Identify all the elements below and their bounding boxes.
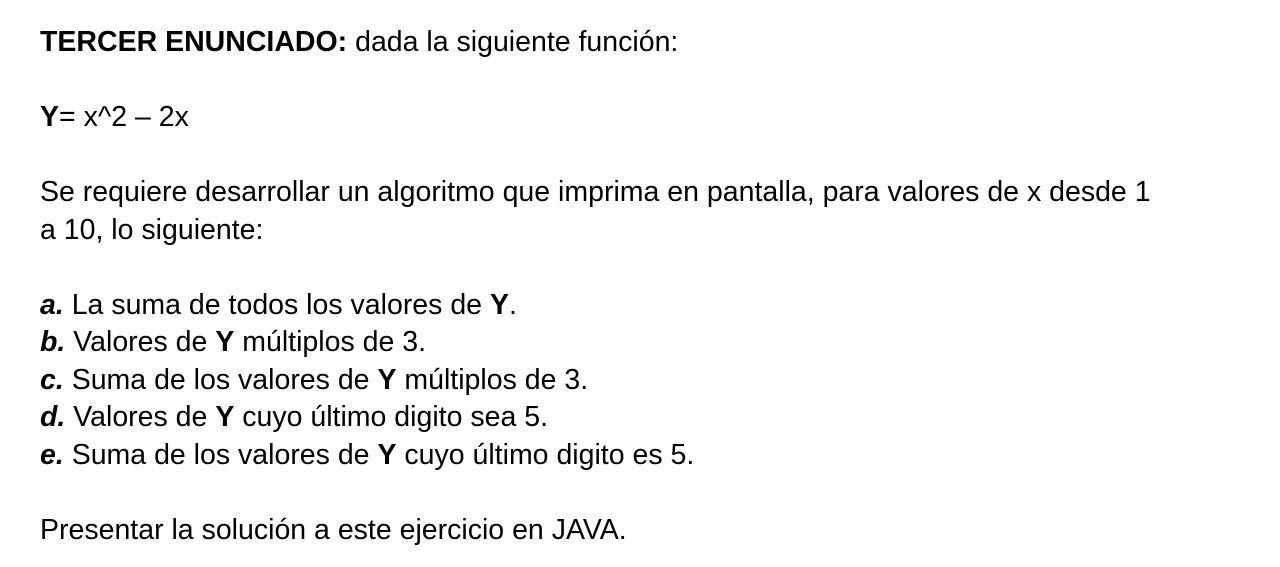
closing-line: Presentar la solución a este ejercicio en JAVA. (40, 513, 627, 546)
item-text: cuyo último digito es 5. (396, 438, 695, 471)
item-text: Valores de (65, 401, 216, 433)
item-text: Suma de los valores de (63, 363, 378, 396)
item-text: cuyo último digito sea 5. (234, 401, 548, 433)
item-letter: e. (40, 438, 64, 471)
spacer (40, 62, 1272, 100)
item-variable: Y (215, 401, 235, 433)
requirement-line-2: a 10, lo siguiente: (40, 213, 264, 246)
list-item (40, 287, 1272, 325)
list-item (40, 324, 1272, 362)
item-letter: d. (40, 401, 66, 433)
item-letter: a. (40, 288, 64, 321)
function-line (40, 99, 1272, 137)
item-text: Suma de los valores de (63, 438, 378, 471)
spacer (40, 249, 1272, 287)
requirement-line-1: Se requiere desarrollar un algoritmo que imprima en pantalla, para valores de x desde 1 (40, 176, 1151, 208)
heading-label: TERCER ENUNCIADO: (40, 26, 348, 58)
item-variable: Y (215, 326, 235, 358)
heading-text: dada la siguiente función: (347, 26, 679, 58)
list-item (40, 437, 1272, 475)
item-variable: Y (377, 438, 397, 471)
document-body (40, 24, 1272, 549)
list-item (40, 362, 1272, 400)
function-variable: Y (40, 101, 60, 133)
spacer (40, 474, 1272, 512)
item-text: La suma de todos los valores de (63, 288, 490, 321)
item-variable: Y (377, 363, 397, 396)
spacer (40, 137, 1272, 175)
item-text: Valores de (65, 326, 216, 358)
heading-line (40, 24, 1272, 62)
item-text: . (508, 288, 517, 321)
list-item (40, 399, 1272, 437)
item-letter: b. (40, 326, 66, 358)
item-letter: c. (40, 363, 64, 396)
task-list (40, 287, 1272, 475)
item-variable: Y (489, 288, 509, 321)
item-text: múltiplos de 3. (396, 363, 589, 396)
function-expression: = x^2 – 2x (59, 101, 189, 133)
item-text: múltiplos de 3. (234, 326, 427, 358)
